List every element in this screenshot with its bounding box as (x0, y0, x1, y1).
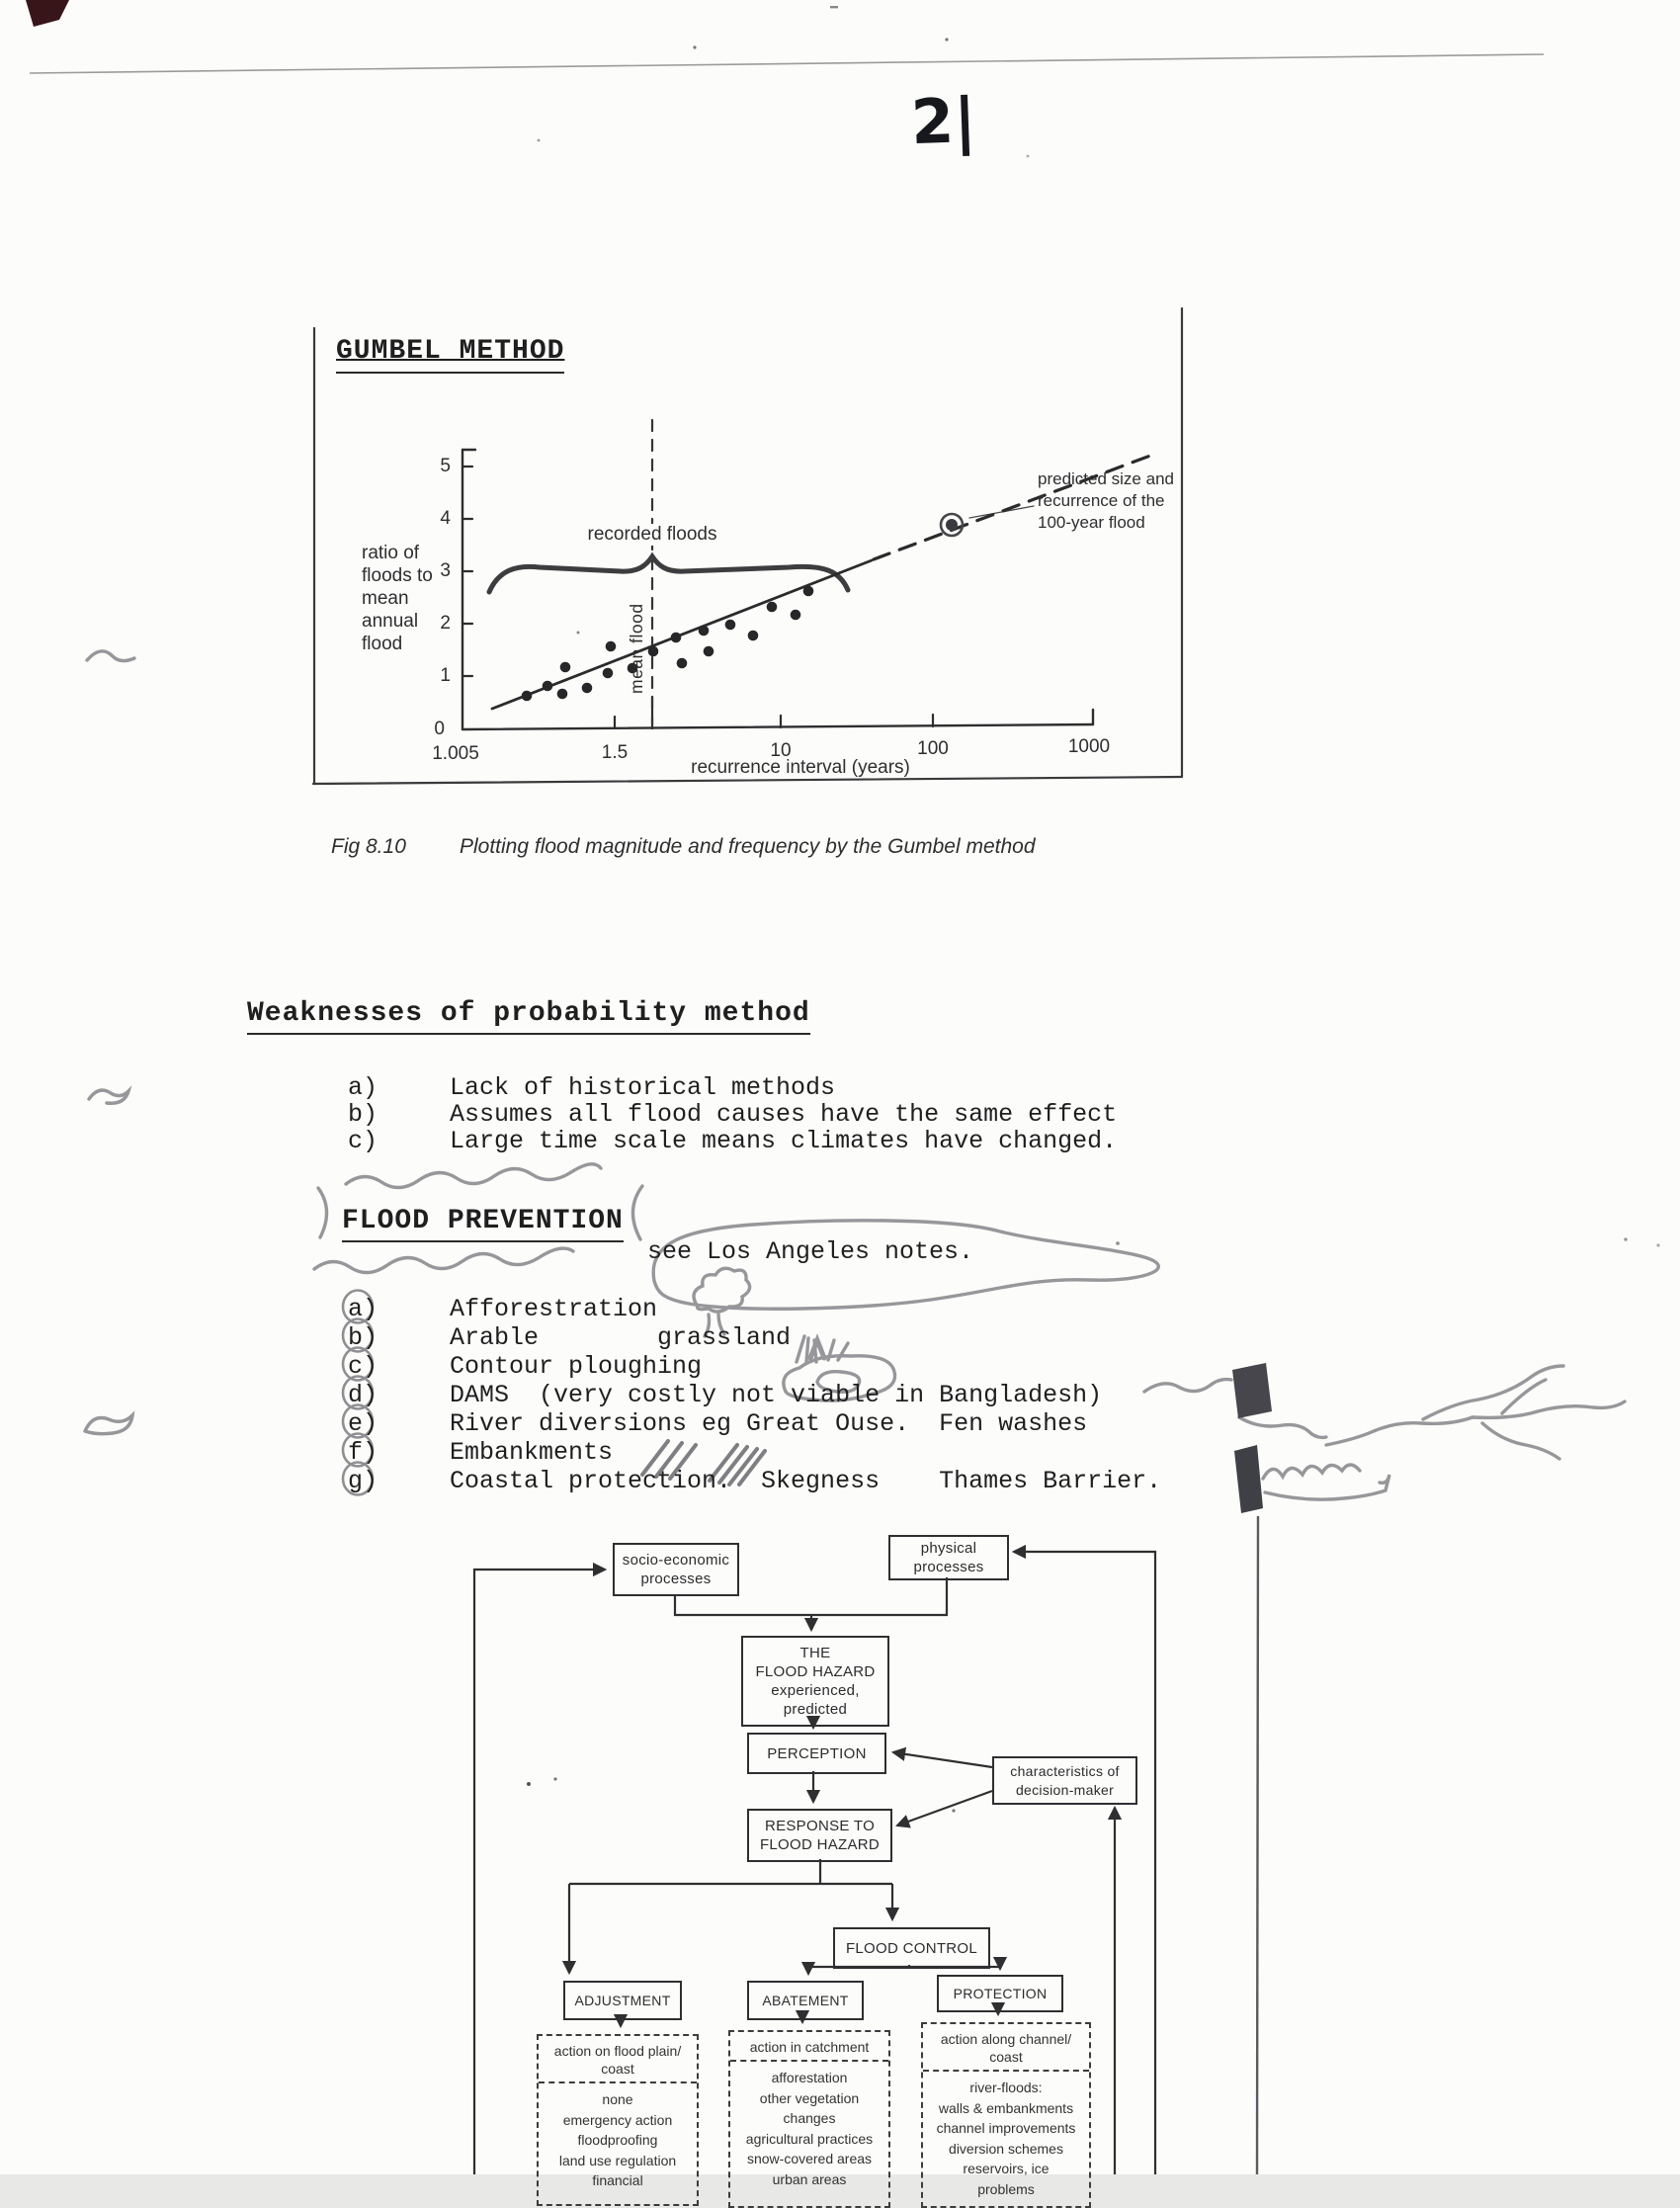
weakness-item-text: Assumes all flood causes have the same effect (450, 1100, 1118, 1129)
y-tick-2: 2 (440, 613, 451, 634)
list-item: river-floods: (969, 2080, 1043, 2095)
prevention-note: see Los Angeles notes. (647, 1237, 974, 1266)
prevention-item-letter: e) (348, 1409, 378, 1438)
list-item: agricultural practices (745, 2130, 874, 2147)
y-tick-5: 5 (440, 456, 451, 476)
weakness-item-letter: c) (348, 1127, 378, 1155)
figure-caption-number: Fig 8.10 (331, 835, 406, 858)
list-item: changes (783, 2110, 836, 2126)
list-item: financial (592, 2172, 643, 2188)
flowchart-box-adjustment: ADJUSTMENT (563, 1981, 682, 2020)
flowchart-box-response: RESPONSE TO FLOOD HAZARD (747, 1809, 892, 1862)
flowchart-box-physical-processes: physical processes (888, 1535, 1009, 1580)
list-item: urban areas (772, 2170, 847, 2187)
list-item: reservoirs, ice (963, 2161, 1050, 2176)
x-tick-15: 1.5 (601, 742, 629, 763)
prevention-item-text: Arable grassland (450, 1323, 792, 1352)
scan-artifacts (26, 0, 1660, 1813)
pencil-paren-left (318, 1188, 327, 1237)
weakness-item-letter: a) (348, 1073, 378, 1102)
prevention-item-letter: a) (348, 1295, 378, 1323)
list-item: diversion schemes (949, 2140, 1063, 2157)
x-tick-1000: 1000 (1067, 736, 1111, 757)
flowchart-column-abatement: action in catchment afforestation other vegetation changes agricultural practices snow-covered areas urban areas (728, 2030, 890, 2208)
flowchart-box-protection: PROTECTION (937, 1975, 1063, 2012)
flowchart-box-socio-economic-processes: socio-economic processes (613, 1543, 739, 1596)
flowchart-box-characteristics: characteristics of decision-maker (992, 1756, 1137, 1805)
barrier-wave-doodle (1263, 1465, 1360, 1479)
y-tick-3: 3 (440, 560, 451, 581)
river-delta-doodle-1 (1326, 1417, 1472, 1445)
x-tick-1005: 1.005 (432, 743, 479, 764)
x-tick-100: 100 (917, 738, 949, 759)
flood-frequency-figure (313, 308, 1182, 784)
squiggle-below-heading (314, 1248, 573, 1272)
x-tick-10: 10 (770, 740, 792, 761)
list-item: channel improvements (936, 2120, 1076, 2136)
prevention-item-letter: d) (348, 1381, 378, 1409)
dam-doodle-right (1239, 1417, 1326, 1437)
annotation-pointer-line (969, 506, 1034, 518)
flowchart-box-flood-control: FLOOD CONTROL (833, 1927, 990, 1969)
list-item: land use regulation (558, 2152, 677, 2168)
prevention-item-letter: c) (348, 1352, 378, 1381)
prevention-item-letter: f) (348, 1438, 378, 1467)
recorded-floods-brace (489, 556, 848, 592)
prevention-item-text: DAMS (very costly not viable in Bangladesh) (450, 1381, 1103, 1409)
prevention-item-text: River diversions eg Great Ouse. Fen washes (450, 1409, 1088, 1438)
pen-vertical-line (1257, 1516, 1258, 2174)
y-tick-0: 0 (434, 719, 445, 739)
squiggle-above-heading (346, 1164, 601, 1188)
dam-doodle-left (1144, 1380, 1231, 1392)
chart-ylabel: ratio of floods to mean annual flood (362, 543, 433, 654)
predicted-flood-annotation: predicted size and recurrence of the 100-year flood (1038, 469, 1174, 532)
prevention-title: FLOOD PREVENTION (342, 1206, 624, 1242)
pencil-paren-right (632, 1186, 642, 1239)
prevention-item-text: Embankments (450, 1438, 614, 1467)
page-number: 2| (909, 83, 978, 159)
prevention-item-text: Coastal protection. Skegness Thames Barrier. (450, 1467, 1162, 1495)
recorded-floods-label: recorded floods (573, 524, 731, 546)
y-tick-4: 4 (440, 508, 451, 529)
list-item: other vegetation (759, 2089, 860, 2106)
barrier-block-doodle (1234, 1445, 1263, 1513)
chart-xlabel: recurrence interval (years) (691, 757, 910, 778)
list-item: emergency action (562, 2111, 673, 2128)
gumbel-title: GUMBEL METHOD (336, 336, 564, 374)
prevention-item-text: Afforestration (450, 1295, 658, 1323)
flowchart-box-abatement: ABATEMENT (747, 1981, 864, 2020)
list-item: floodproofing (577, 2132, 658, 2148)
margin-mark-1 (87, 651, 134, 661)
margin-mark-2 (89, 1090, 128, 1103)
weakness-item-text: Large time scale means climates have changed. (450, 1127, 1118, 1155)
list-item: problems (977, 2180, 1035, 2197)
list-item: walls & embankments (938, 2099, 1074, 2116)
weaknesses-title: Weaknesses of probability method (247, 998, 810, 1035)
prevention-item-text: Contour ploughing (450, 1352, 703, 1381)
river-delta-doodle-3 (1472, 1401, 1625, 1417)
dam-block-doodle (1232, 1363, 1272, 1418)
prevention-item-letter: g) (348, 1467, 378, 1495)
weakness-item-letter: b) (348, 1100, 378, 1129)
flowchart-box-flood-hazard: THE FLOOD HAZARD experienced, predicted (741, 1636, 889, 1727)
weakness-item-text: Lack of historical methods (450, 1073, 836, 1102)
river-delta-doodle-5 (1502, 1380, 1546, 1413)
flowchart-column-adjustment: action on flood plain/ coast none emergency action floodproofing land use regulation financial (537, 2034, 699, 2206)
list-item: afforestation (771, 2070, 848, 2085)
flowchart-column-protection: action along channel/ coast river-floods: walls & embankments channel improvements diversion schemes reservoirs, ice problems (921, 2022, 1091, 2208)
river-delta-doodle-4 (1482, 1423, 1559, 1459)
prevention-item-letter: b) (348, 1323, 378, 1352)
list-item: snow-covered areas (746, 2151, 873, 2166)
flowchart-box-perception: PERCEPTION (747, 1733, 886, 1774)
list-item: none (602, 2091, 633, 2107)
figure-caption-text: Plotting flood magnitude and frequency by the Gumbel method (460, 835, 1036, 858)
mean-flood-label: mean flood (627, 603, 646, 694)
y-tick-1: 1 (440, 665, 451, 686)
margin-mark-3 (85, 1415, 132, 1434)
